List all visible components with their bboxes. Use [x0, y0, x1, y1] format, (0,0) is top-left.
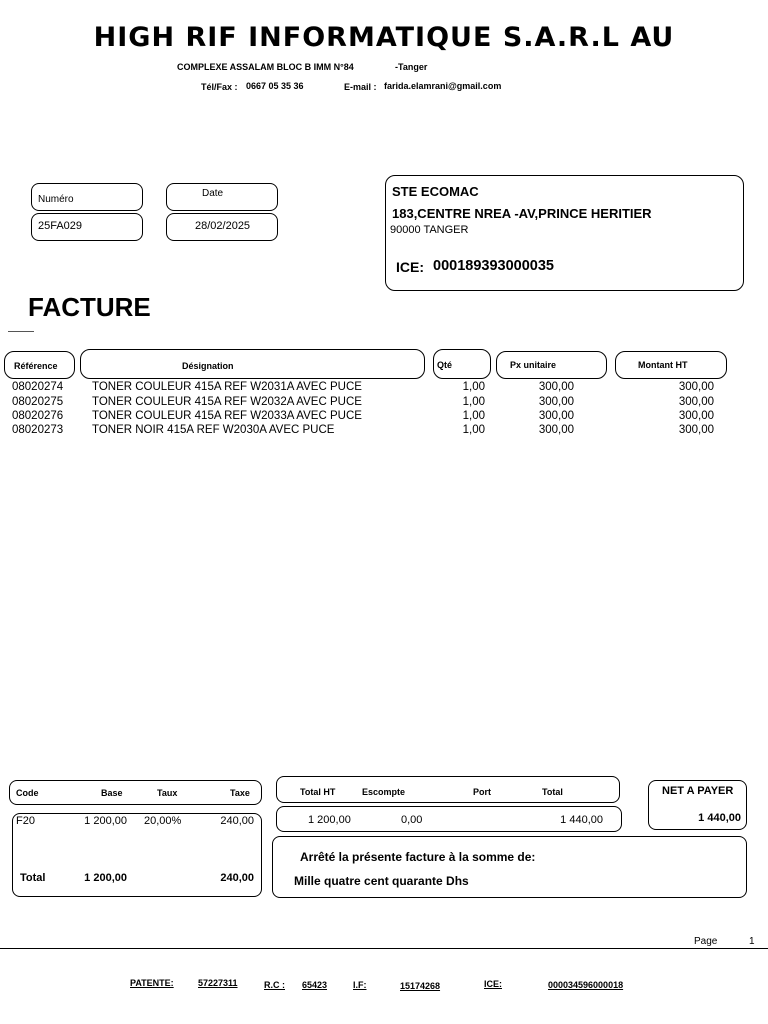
- date-value-box: [166, 213, 278, 241]
- cell-designation: TONER COULEUR 415A REF W2031A AVEC PUCE: [92, 381, 362, 393]
- tax-total-label: Total: [20, 872, 46, 884]
- cell-qte: 1,00: [462, 424, 485, 436]
- email-value: farida.elamrani@gmail.com: [384, 81, 502, 91]
- arrete-text: Mille quatre cent quarante Dhs: [294, 874, 469, 888]
- table-row: [0, 380, 768, 394]
- cell-reference: 08020273: [12, 424, 64, 436]
- cell-montant: 300,00: [678, 410, 714, 422]
- cell-reference: 08020274: [12, 381, 64, 393]
- net-label: NET A PAYER: [662, 785, 734, 797]
- tax-header-base: Base: [101, 788, 123, 798]
- tax-body-box: [12, 813, 262, 897]
- numero-value-box: [31, 213, 143, 241]
- date-label-box: [166, 183, 278, 211]
- totals-total: 1 440,00: [560, 814, 603, 826]
- footer-patente: 57227311: [198, 978, 238, 988]
- totals-header-escompte: Escompte: [362, 787, 406, 797]
- table-row: [0, 409, 768, 423]
- net-value: 1 440,00: [698, 812, 741, 824]
- cell-pxunitaire: 300,00: [538, 396, 574, 408]
- footer-rc: 65423: [302, 980, 328, 990]
- arrete-box: [272, 836, 747, 898]
- cell-designation: TONER COULEUR 415A REF W2032A AVEC PUCE: [92, 396, 362, 408]
- tel-label: Tél/Fax :: [201, 82, 238, 92]
- footer-rule: [0, 948, 768, 949]
- header-reference-box: [4, 351, 75, 379]
- title-rule: [8, 331, 34, 332]
- totals-header-port: Port: [473, 787, 491, 797]
- date-label: Date: [202, 188, 224, 199]
- header-reference: Référence: [14, 361, 58, 371]
- header-montant: Montant HT: [638, 360, 688, 370]
- totals-header-total: Total: [542, 787, 563, 797]
- tax-taux: 20,00%: [144, 815, 182, 827]
- net-box: [648, 780, 747, 830]
- totals-header-box: [276, 776, 620, 803]
- footer-ice-label: ICE:: [484, 979, 502, 989]
- cell-qte: 1,00: [462, 396, 485, 408]
- tax-header-code: Code: [16, 788, 39, 798]
- totals-escompte: 0,00: [401, 814, 423, 826]
- totals-header-total-ht: Total HT: [300, 787, 336, 797]
- footer-if-label: I.F:: [353, 980, 367, 990]
- invoice-title: FACTURE: [28, 292, 151, 322]
- client-address1: 183,CENTRE NREA -AV,PRINCE HERITIER: [392, 206, 652, 221]
- tax-header-taxe: Taxe: [230, 788, 250, 798]
- arrete-label: Arrêté la présente facture à la somme de:: [300, 850, 536, 864]
- footer-rc-label: R.C :: [264, 980, 285, 990]
- email-label: E-mail :: [344, 82, 377, 92]
- cell-montant: 300,00: [678, 381, 714, 393]
- client-ice: 000189393000035: [433, 258, 554, 274]
- header-designation-box: [80, 349, 425, 379]
- tax-total-base: 1 200,00: [84, 872, 127, 884]
- cell-qte: 1,00: [462, 381, 485, 393]
- company-city: -Tanger: [395, 62, 428, 72]
- page-number: 1: [749, 936, 755, 947]
- numero-label-box: [31, 183, 143, 211]
- cell-reference: 08020275: [12, 396, 64, 408]
- numero-label: Numéro: [38, 194, 74, 205]
- page-label: Page: [694, 936, 718, 947]
- company-address: COMPLEXE ASSALAM BLOC B IMM N°84: [177, 62, 354, 72]
- cell-reference: 08020276: [12, 410, 64, 422]
- cell-montant: 300,00: [678, 396, 714, 408]
- tax-header-box: [9, 780, 262, 805]
- header-pxunitaire-box: [496, 351, 607, 379]
- tax-taxe: 240,00: [220, 815, 254, 827]
- company-name: HIGH RIF INFORMATIQUE S.A.R.L AU: [93, 22, 675, 53]
- cell-montant: 300,00: [678, 424, 714, 436]
- header-qte: Qté: [437, 360, 453, 370]
- numero-value: 25FA029: [38, 220, 83, 232]
- header-montant-box: [615, 351, 727, 379]
- client-box: [385, 175, 744, 291]
- header-designation: Désignation: [182, 361, 234, 371]
- footer-ice: 000034596000018: [548, 980, 624, 990]
- cell-pxunitaire: 300,00: [538, 381, 574, 393]
- cell-pxunitaire: 300,00: [538, 410, 574, 422]
- cell-qte: 1,00: [462, 410, 485, 422]
- cell-designation: TONER COULEUR 415A REF W2033A AVEC PUCE: [92, 410, 362, 422]
- tax-header-taux: Taux: [157, 788, 178, 798]
- tax-base: 1 200,00: [84, 815, 127, 827]
- table-row: [0, 423, 768, 437]
- header-qte-box: [433, 349, 491, 379]
- tel-value: 0667 05 35 36: [246, 81, 304, 91]
- totals-total-ht: 1 200,00: [308, 814, 351, 826]
- tax-total-taxe: 240,00: [220, 872, 254, 884]
- table-row: [0, 395, 768, 409]
- footer-if: 15174268: [400, 981, 441, 991]
- date-value: 28/02/2025: [195, 220, 251, 232]
- header-pxunitaire: Px unitaire: [510, 360, 557, 370]
- totals-values-box: [276, 806, 622, 832]
- client-address2: 90000 TANGER: [390, 224, 469, 236]
- tax-code: F20: [16, 815, 35, 827]
- footer-patente-label: PATENTE:: [130, 978, 174, 988]
- client-name: STE ECOMAC: [392, 184, 479, 199]
- cell-pxunitaire: 300,00: [538, 424, 574, 436]
- cell-designation: TONER NOIR 415A REF W2030A AVEC PUCE: [92, 424, 335, 436]
- client-ice-label: ICE:: [396, 259, 424, 275]
